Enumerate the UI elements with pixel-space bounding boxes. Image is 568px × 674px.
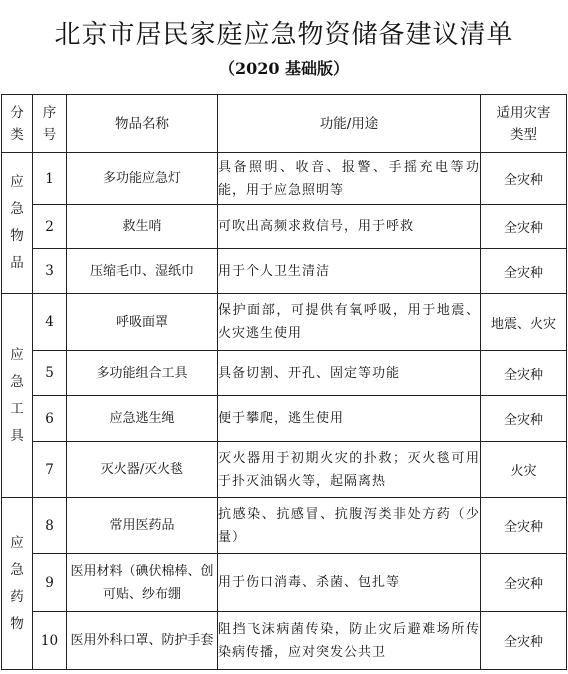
item-name: 多功能应急灯 <box>67 153 218 205</box>
row-number: 9 <box>33 554 67 612</box>
table-header-row <box>2 95 567 153</box>
item-hazard: 全灾种 <box>481 249 567 294</box>
item-name: 救生哨 <box>67 205 218 249</box>
item-function: 可吹出高频求救信号，用于呼救 <box>218 205 481 249</box>
table-row <box>2 153 567 205</box>
item-function: 灭火器用于初期火灾的扑救；灭火毯可用于扑灭油锅火等，起隔离热 <box>218 442 481 498</box>
item-function: 保护面部，可提供有氧呼吸，用于地震、火灾逃生使用 <box>218 294 481 351</box>
item-hazard: 地震、火灾 <box>481 294 567 351</box>
item-name: 医用材料（碘伏棉棒、创可贴、纱布绷 <box>67 554 218 612</box>
item-function: 具备切割、开孔、固定等功能 <box>218 351 481 396</box>
item-function: 阻挡飞沫病菌传染，防止灾后避难场所传染病传播，应对突发公共卫 <box>218 612 481 670</box>
table-row <box>2 396 567 442</box>
category-label: 应急药物 <box>10 534 24 632</box>
item-name: 常用医药品 <box>67 498 218 554</box>
header-name: 物品名称 <box>67 95 218 153</box>
item-function: 具备照明、收音、报警、手摇充电等功能，用于应急照明等 <box>218 153 481 205</box>
table-row <box>2 351 567 396</box>
item-name: 应急逃生绳 <box>67 396 218 442</box>
row-number: 5 <box>33 351 67 396</box>
table-row <box>2 554 567 612</box>
row-number: 4 <box>33 294 67 351</box>
item-name: 压缩毛巾、湿纸巾 <box>67 249 218 294</box>
item-function: 用于伤口消毒、杀菌、包扎等 <box>218 554 481 612</box>
table-row <box>2 442 567 498</box>
item-hazard: 全灾种 <box>481 498 567 554</box>
item-name: 灭火器/灭火毯 <box>67 442 218 498</box>
item-name: 医用外科口罩、防护手套 <box>67 612 218 670</box>
page-subtitle: （2020 基础版） <box>218 59 350 78</box>
category-label: 应急物品 <box>10 174 24 271</box>
row-number: 6 <box>33 396 67 442</box>
supply-list-table <box>1 94 567 670</box>
row-number: 7 <box>33 442 67 498</box>
row-number: 3 <box>33 249 67 294</box>
item-hazard: 火灾 <box>481 442 567 498</box>
table-row <box>2 498 567 554</box>
item-name: 呼吸面罩 <box>67 294 218 351</box>
item-hazard: 全灾种 <box>481 554 567 612</box>
item-hazard: 全灾种 <box>481 153 567 205</box>
item-function: 抗感染、抗感冒、抗腹泻类非处方药（少量） <box>218 498 481 554</box>
table-row <box>2 294 567 351</box>
category-cell <box>2 294 33 498</box>
category-label: 应急工具 <box>10 346 24 444</box>
table-row <box>2 205 567 249</box>
category-cell <box>2 498 33 670</box>
header-category: 分类 <box>2 95 33 153</box>
header-hazard: 适用灾害类型 <box>481 95 567 153</box>
item-function: 用于个人卫生清洁 <box>218 249 481 294</box>
item-hazard: 全灾种 <box>481 351 567 396</box>
row-number: 10 <box>33 612 67 670</box>
page-title: 北京市居民家庭应急物资储备建议清单 <box>54 20 514 50</box>
item-hazard: 全灾种 <box>481 205 567 249</box>
item-name: 多功能组合工具 <box>67 351 218 396</box>
category-cell <box>2 153 33 294</box>
item-function: 便于攀爬，逃生使用 <box>218 396 481 442</box>
header-number: 序号 <box>33 95 67 153</box>
item-hazard: 全灾种 <box>481 612 567 670</box>
header-function: 功能/用途 <box>218 95 481 153</box>
row-number: 8 <box>33 498 67 554</box>
row-number: 1 <box>33 153 67 205</box>
row-number: 2 <box>33 205 67 249</box>
table-row <box>2 612 567 670</box>
item-hazard: 全灾种 <box>481 396 567 442</box>
table-row <box>2 249 567 294</box>
